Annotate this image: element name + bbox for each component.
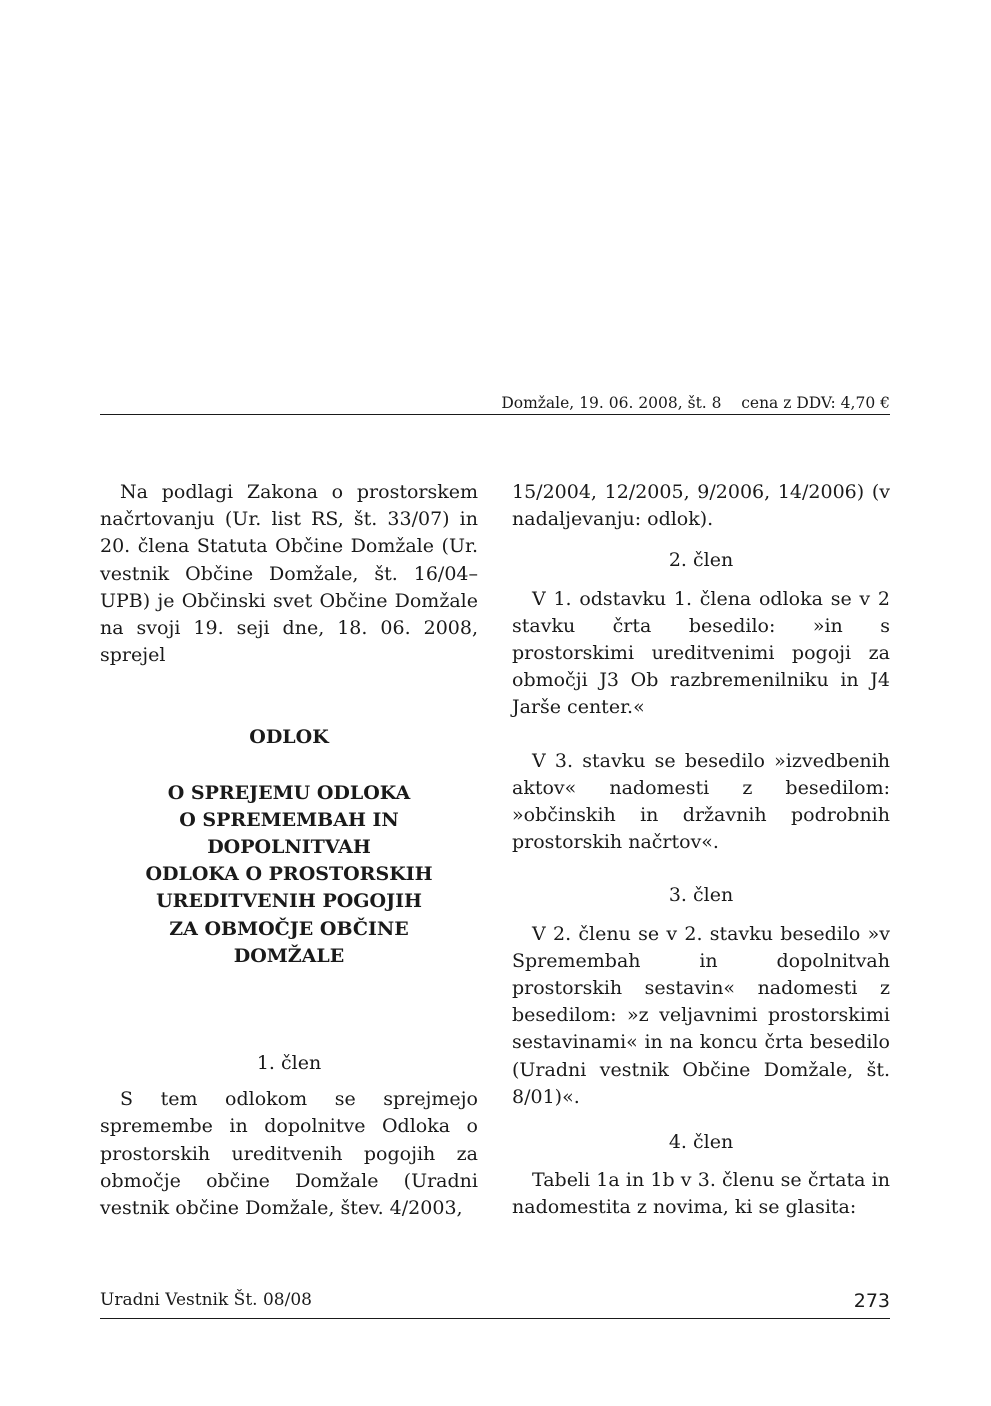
- article-4-text: Tabeli 1a in 1b v 3. členu se črtata in nadomestita z novima, ki se glasita:: [512, 1169, 890, 1219]
- left-column: [100, 479, 478, 1222]
- article-2-heading: 2. člen: [668, 549, 734, 572]
- article-2-paragraph-1: V 1. odstavku 1. člena odloka se v 2 stavku črta besedilo: »in s prostorskimi ureditvenimi pogoji za območji J3 Ob razbremenilniku in J4 Jarše center.«: [512, 587, 890, 719]
- subtitle-line: ODLOKA O PROSTORSKIH: [145, 863, 433, 886]
- article-2-paragraph-2: V 3. stavku se besedilo »izvedbenih aktov« nadomesti z besedilom: »občinskih in državnih podrobnih prostorskih načrtov«.: [512, 749, 890, 854]
- header-rule: [100, 414, 890, 415]
- subtitle-line: DOPOLNITVAH: [207, 836, 371, 859]
- subtitle-line: ZA OBMOČJE OBČINE: [169, 917, 409, 940]
- right-column: [512, 479, 890, 1222]
- page-header: Domžale, 19. 06. 2008, št. 8 cena z DDV: 4,70 €: [501, 394, 890, 412]
- article-3-heading: 3. člen: [668, 884, 734, 907]
- preamble-paragraph: Na podlagi Zakona o prostorskem načrtovanju (Ur. list RS, št. 33/07) in 20. člena Statuta Občine Domžale (Ur. vestnik Občine Domžale, št. 16/04–UPB) je Občinski svet Občine Domžale na svoji 19. seji dne, 18. 06. 2008, sprejel: [100, 481, 478, 667]
- page-number: 273: [853, 1290, 890, 1312]
- subtitle-line: O SPREMEMBAH IN: [179, 808, 399, 831]
- subtitle-line: DOMŽALE: [233, 944, 345, 967]
- footer-rule: [100, 1318, 890, 1319]
- article-1-text: S tem odlokom se sprejmejo spremembe in dopolnitve Odloka o prostorskih ureditvenih pogojih za območje občine Domžale (Uradni vestnik občine Domžale, štev. 4/2003,: [100, 1088, 478, 1220]
- decision-subtitle: [100, 780, 478, 970]
- footer-publication: Uradni Vestnik Št. 08/08: [100, 1290, 312, 1310]
- subtitle-line: UREDITVENIH POGOJIH: [156, 890, 422, 913]
- subtitle-line: O SPREJEMU ODLOKA: [167, 781, 411, 804]
- article-4-heading: 4. člen: [668, 1131, 734, 1154]
- continuation-text: 15/2004, 12/2005, 9/2006, 14/2006) (v nadaljevanju: odlok).: [512, 481, 890, 531]
- article-1-heading: 1. člen: [256, 1052, 322, 1075]
- article-3-text: V 2. členu se v 2. stavku besedilo »v Spremembah in dopolnitvah prostorskih sestavin« nadomesti z besedilom: »z veljavnimi prostorskimi sestavinami« in na koncu črta besedilo (Uradni vestnik Občine Domžale, št. 8/01)«.: [512, 922, 890, 1108]
- decision-title: ODLOK: [249, 726, 329, 749]
